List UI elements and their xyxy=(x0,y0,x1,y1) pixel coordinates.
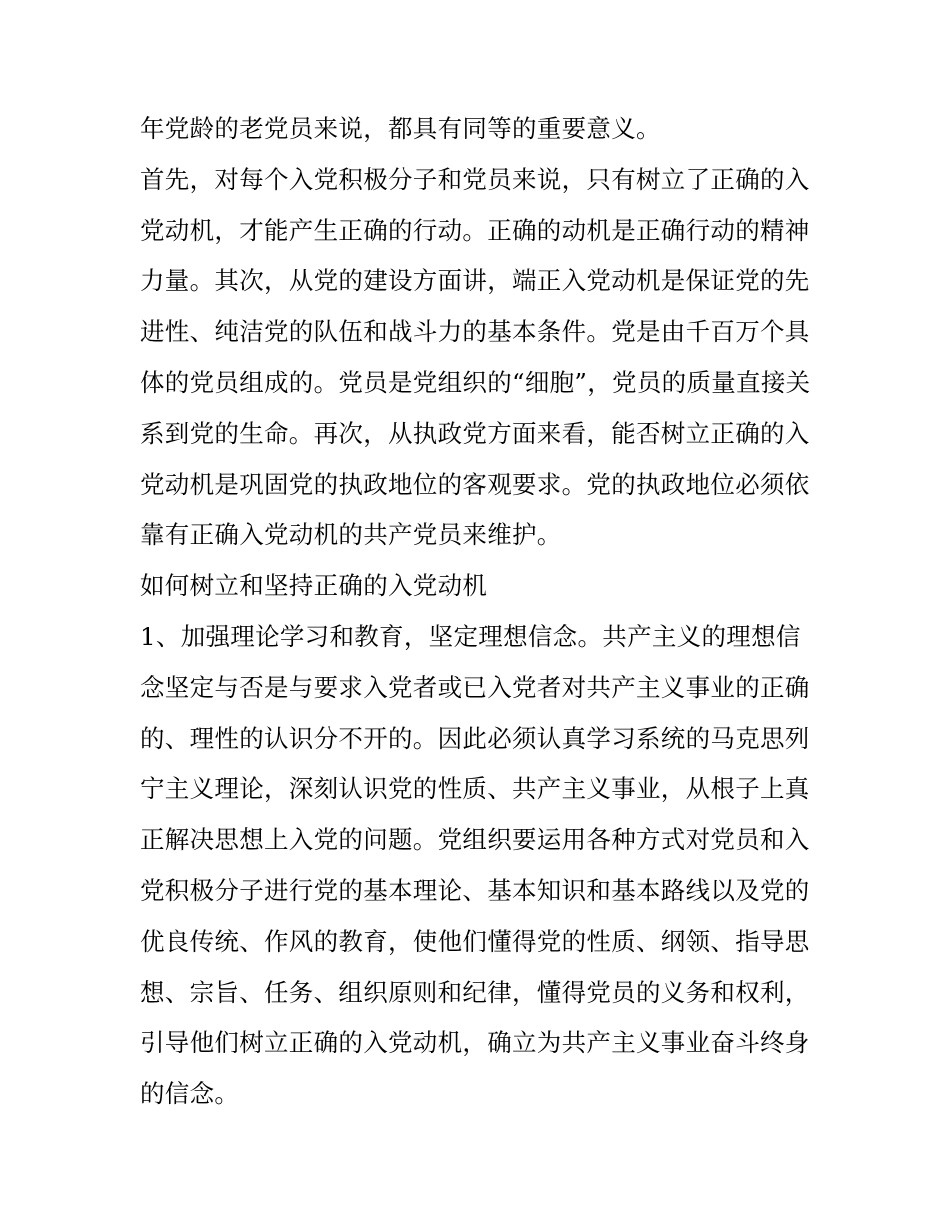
text-line: 的、理性的认识分不开的。因此必须认真学习系统的马克思列 xyxy=(140,723,810,753)
text-line: 引导他们树立正确的入党动机，确立为共产主义事业奋斗终身 xyxy=(140,1028,810,1058)
text-line: 1、加强理论学习和教育，坚定理想信念。共产主义的理想信 xyxy=(140,621,801,651)
text-line: 想、宗旨、任务、组织原则和纪律，懂得党员的义务和权利， xyxy=(140,977,810,1007)
text-line: 念坚定与否是与要求入党者或已入党者对共产主义事业的正确 xyxy=(140,672,810,702)
text-line: 年党龄的老党员来说，都具有同等的重要意义。 xyxy=(140,114,661,143)
text-line: 党动机是巩固党的执政地位的客观要求。党的执政地位必须依 xyxy=(140,469,810,499)
text-line: 的信念。 xyxy=(140,1079,240,1109)
section-heading: 如何树立和坚持正确的入党动机 xyxy=(140,571,488,601)
text-line: 宁主义理论，深刻认识党的性质、共产主义事业，从根子上真 xyxy=(140,774,810,804)
document-body xyxy=(140,104,820,1120)
text-line: 优良传统、作风的教育，使他们懂得党的性质、纲领、指导思 xyxy=(140,926,810,956)
text-line: 首先，对每个入党积极分子和党员来说，只有树立了正确的入 xyxy=(140,164,810,194)
text-line: 党积极分子进行党的基本理论、基本知识和基本路线以及党的 xyxy=(140,875,810,905)
text-line: 靠有正确入党动机的共产党员来维护。 xyxy=(140,520,562,550)
text-line: 力量。其次，从党的建设方面讲，端正入党动机是保证党的先 xyxy=(140,266,810,296)
text-line: 体的党员组成的。党员是党组织的“细胞”，党员的质量直接关 xyxy=(140,367,811,397)
text-line: 党动机，才能产生正确的行动。正确的动机是正确行动的精神 xyxy=(140,215,810,245)
text-line: 正解决思想上入党的问题。党组织要运用各种方式对党员和入 xyxy=(140,825,810,855)
text-line: 进性、纯洁党的队伍和战斗力的基本条件。党是由千百万个具 xyxy=(140,317,810,347)
text-line: 系到党的生命。再次，从执政党方面来看，能否树立正确的入 xyxy=(140,418,810,448)
